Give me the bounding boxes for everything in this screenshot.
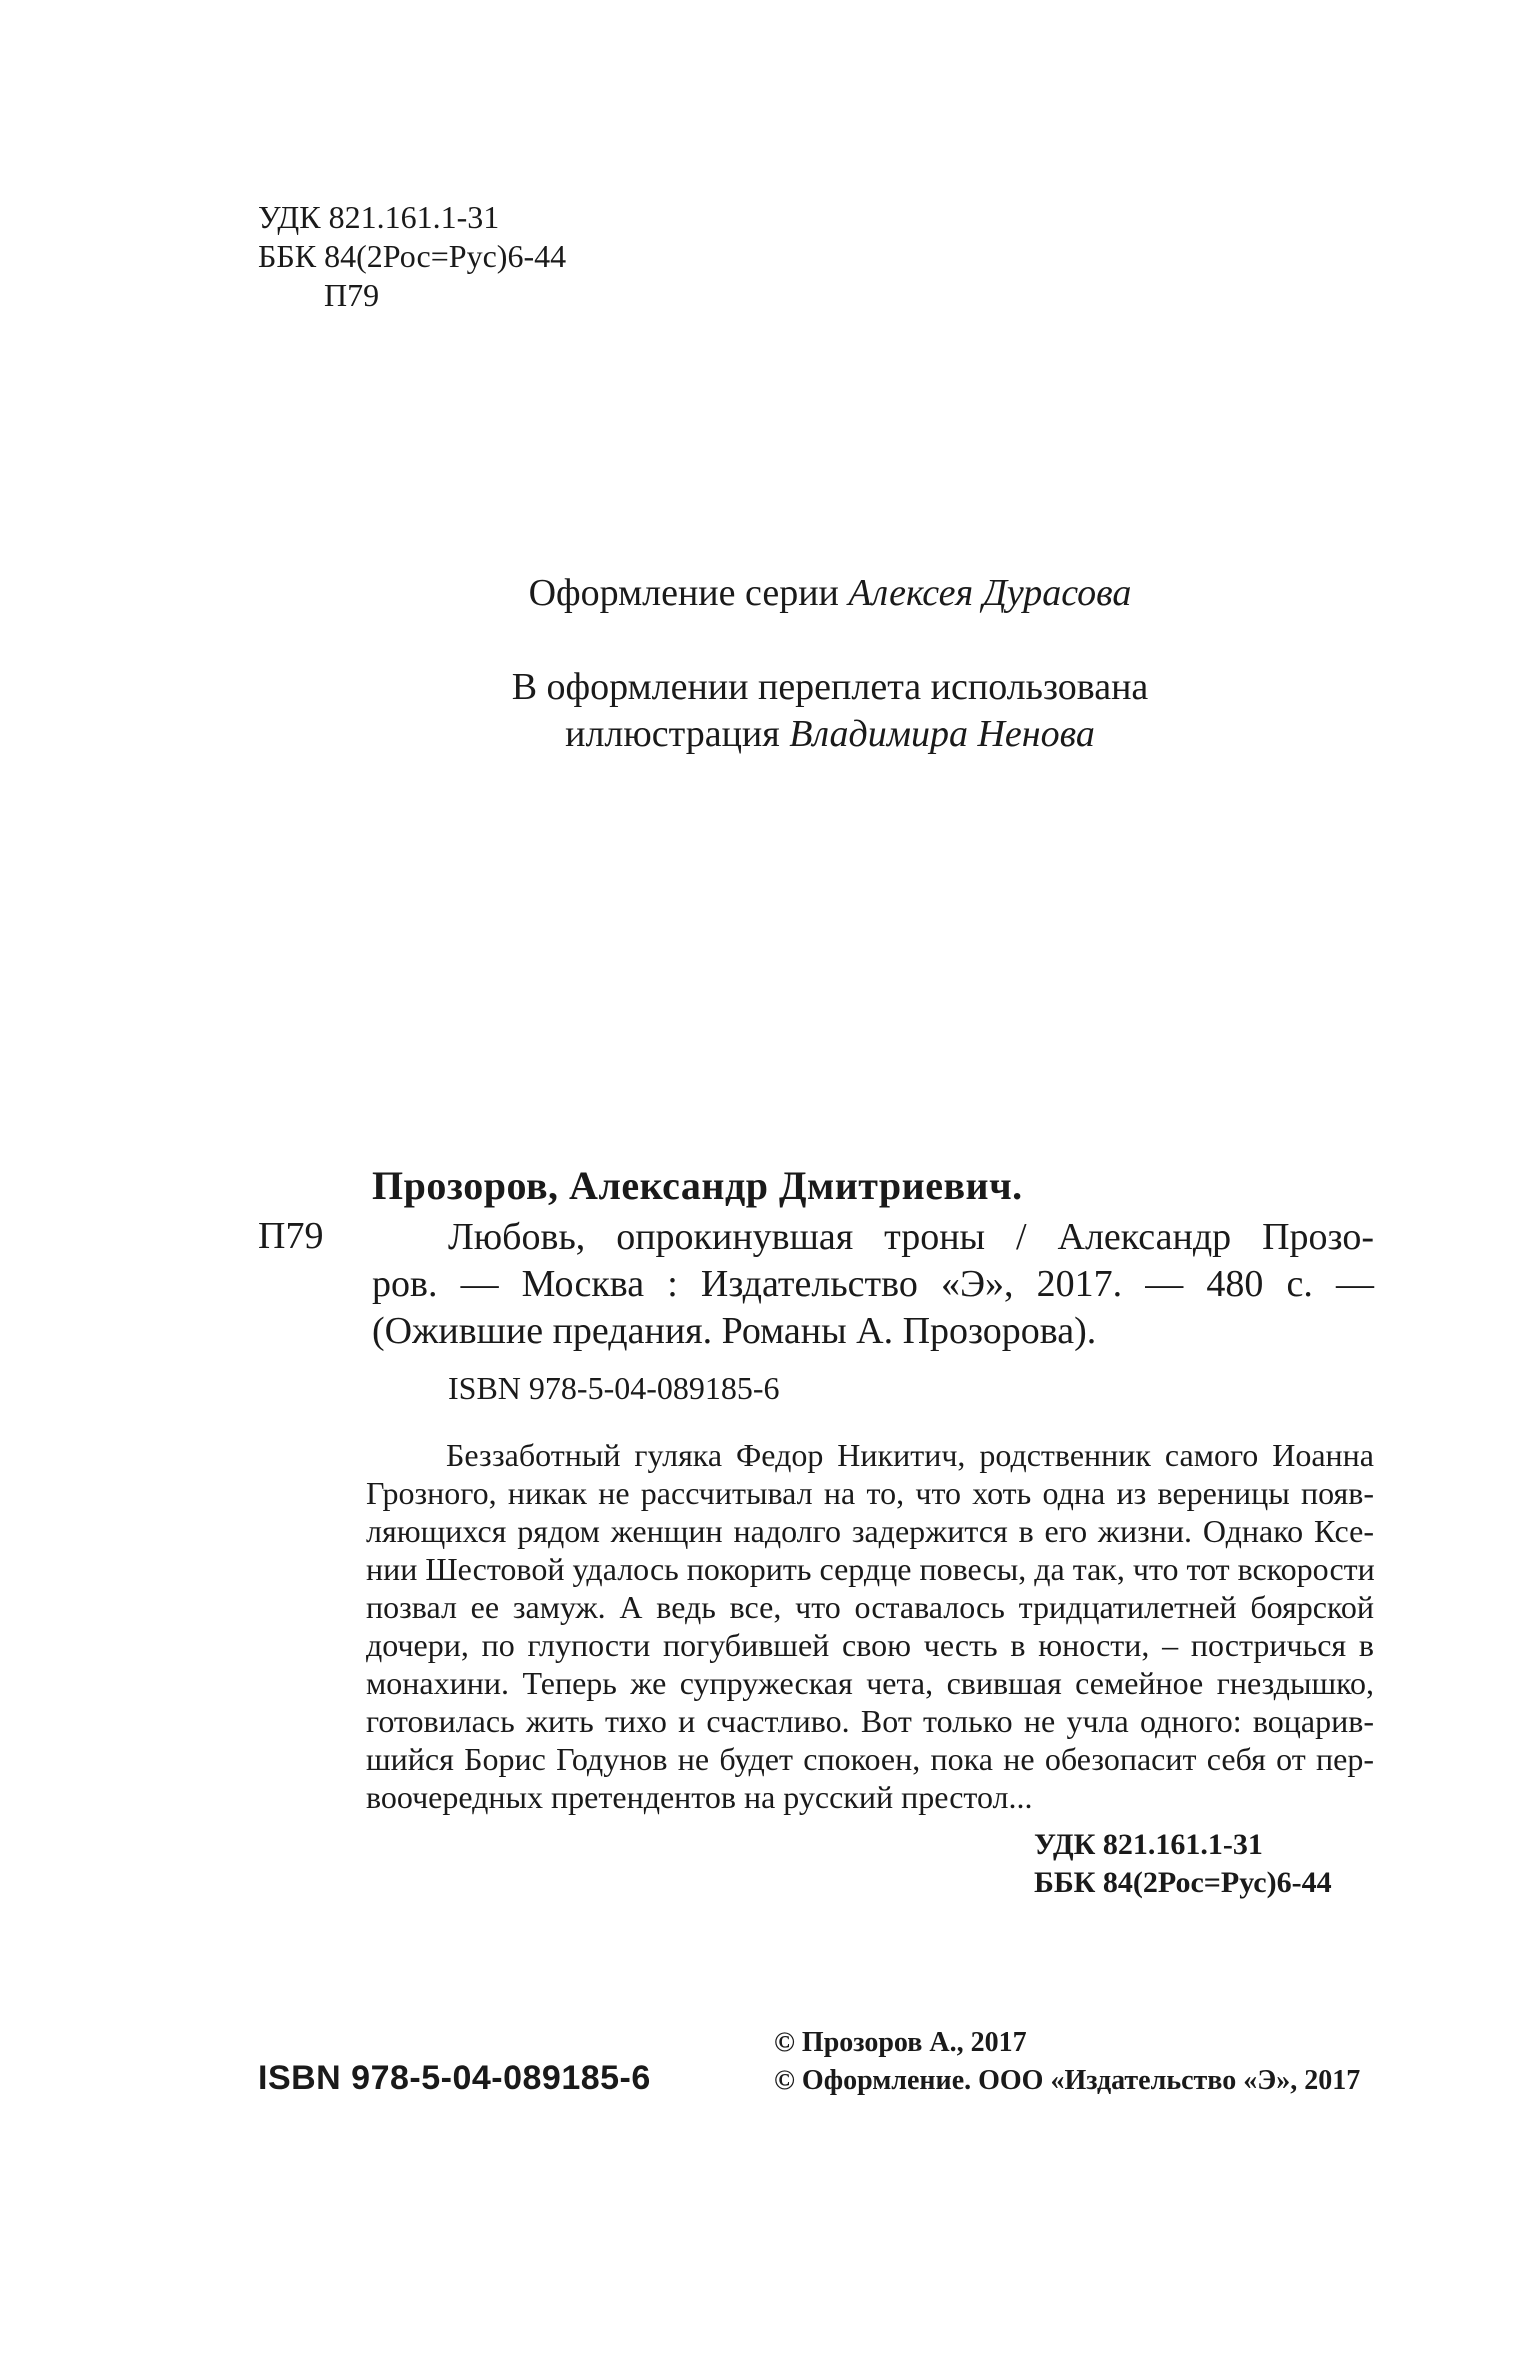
- annotation-line: нии Шестовой удалось покорить сердце повесы, да так, что тот вскорости: [366, 1551, 1375, 1587]
- series-design-label: Оформление серии: [528, 572, 849, 614]
- book-annotation: [366, 1436, 1374, 1816]
- udk-code-bold: УДК 821.161.1-31: [1034, 1828, 1263, 1861]
- copyright-design: © Оформление. ООО «Издательство «Э», 2017: [774, 2065, 1361, 2096]
- catalog-entry-description: [372, 1214, 1374, 1355]
- annotation-line: позвал ее замуж. А ведь все, что оставалось тридцатилетней боярской: [366, 1589, 1374, 1625]
- author-mark: П79: [324, 277, 380, 313]
- catalog-entry-author: Прозоров, Александр Дмитриевич.: [372, 1163, 1023, 1208]
- catalog-entry-code: П79: [258, 1215, 324, 1257]
- cover-credit-label: иллюстрация: [565, 713, 790, 755]
- annotation-line: готовилась жить тихо и счастливо. Вот только не учла одного: воцарив-: [366, 1703, 1374, 1739]
- copyright-author: © Прозоров А., 2017: [774, 2027, 1027, 2058]
- classification-bottom: [1034, 1826, 1332, 1902]
- catalog-entry-isbn: ISBN 978-5-04-089185-6: [448, 1370, 780, 1406]
- series-design-credit: [380, 570, 1280, 617]
- annotation-line: ляющихся рядом женщин надолго задержится в его жизни. Однако Ксе-: [366, 1513, 1374, 1549]
- cover-illustration-credit: [380, 664, 1280, 758]
- annotation-line: Грозного, никак не рассчитывал на то, что хоть одна из вереницы появ-: [366, 1475, 1374, 1511]
- annotation-line: воочередных претендентов на русский престол...: [366, 1779, 1033, 1815]
- entry-line: (Ожившие предания. Романы А. Прозорова).: [372, 1310, 1097, 1352]
- bbk-code-bold: ББК 84(2Рос=Рус)6-44: [1034, 1866, 1332, 1899]
- series-designer-name: Алексея Дурасова: [848, 572, 1132, 614]
- illustrator-name: Владимира Ненова: [789, 713, 1095, 755]
- entry-line: Любовь, опрокинувшая троны / Александр Прозо-: [448, 1216, 1374, 1258]
- cover-credit-line: В оформлении переплета использована: [511, 666, 1149, 708]
- annotation-line: монахини. Теперь же супружеская чета, свившая семейное гнездышко,: [366, 1665, 1374, 1701]
- footer-isbn: ISBN 978-5-04-089185-6: [258, 2059, 651, 2097]
- classification-top: [258, 198, 566, 315]
- bbk-code: ББК 84(2Рос=Рус)6-44: [258, 238, 567, 274]
- annotation-line: Беззаботный гуляка Федор Никитич, родственник самого Иоанна: [446, 1437, 1374, 1473]
- copyright-block: [774, 2024, 1360, 2100]
- annotation-line: дочери, по глупости погубившей свою честь в юности, – постричься в: [366, 1627, 1374, 1663]
- udk-code: УДК 821.161.1-31: [258, 199, 500, 235]
- entry-line: ров. — Москва : Издательство «Э», 2017. — 480 с. —: [372, 1263, 1374, 1305]
- annotation-line: шийся Борис Годунов не будет спокоен, пока не обезопасит себя от пер-: [366, 1741, 1374, 1777]
